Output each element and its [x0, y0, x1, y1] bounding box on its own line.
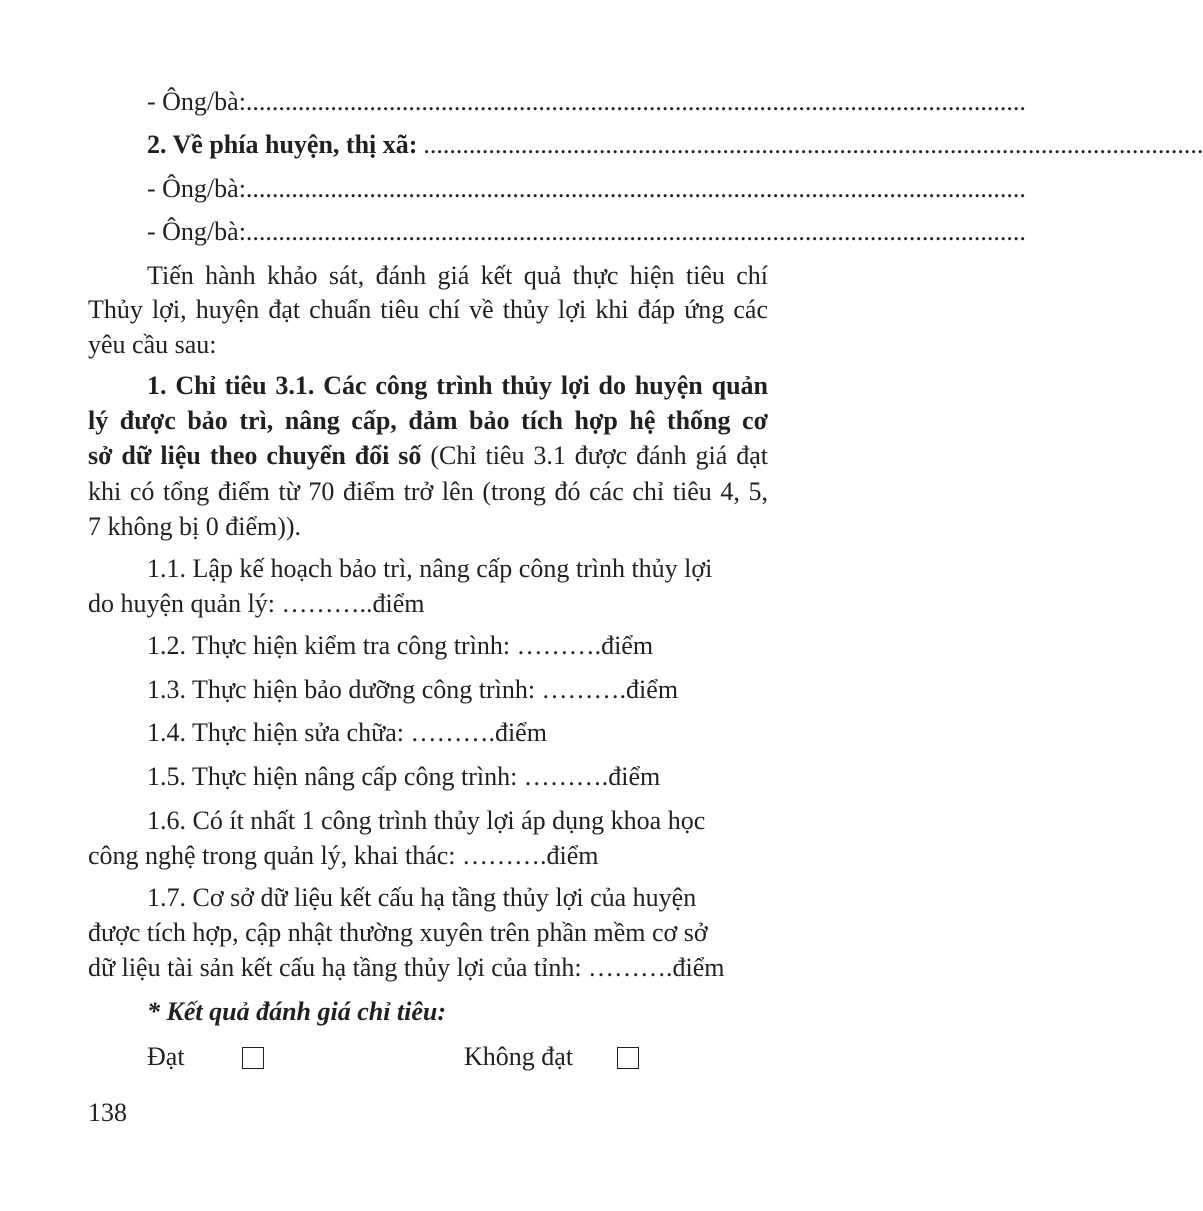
section-2-title: 2. Về phía huyện, thị xã:: [147, 130, 418, 159]
pass-label: Đạt: [147, 1042, 185, 1071]
section-2-heading: [147, 127, 1203, 163]
ongba-label: - Ông/bà:: [147, 174, 246, 203]
item-1-3: 1.3. Thực hiện bảo dưỡng công trình: ……….điểm: [147, 675, 679, 704]
intro-paragraph-line-1: Tiến hành khảo sát, đánh giá kết quả thực hiện tiêu chí: [147, 261, 768, 290]
dot-leader: ........................................................................................................................: [245, 174, 1026, 203]
item-1-6-line-1: 1.6. Có ít nhất 1 công trình thủy lợi áp dụng khoa học: [147, 806, 706, 835]
fail-option: [464, 1039, 573, 1075]
item-1-1-line-2: do huyện quản lý: ………..điểm: [88, 589, 425, 618]
ongba-line-1: [147, 84, 1026, 120]
intro-paragraph-line-2: Thủy lợi, huyện đạt chuẩn tiêu chí về thủy lợi khi đáp ứng các: [88, 295, 768, 324]
item-1-2: 1.2. Thực hiện kiểm tra công trình: ……….điểm: [147, 631, 654, 660]
pass-option: [147, 1039, 185, 1075]
item-1-7-line-2: được tích hợp, cập nhật thường xuyên trên phần mềm cơ sở: [88, 918, 708, 947]
result-heading: * Kết quả đánh giá chỉ tiêu:: [147, 997, 447, 1026]
checkbox-square-icon: [617, 1047, 639, 1069]
item-1-4: 1.4. Thực hiện sửa chữa: ……….điểm: [147, 718, 547, 747]
intro-paragraph-line-3: yêu cầu sau:: [88, 330, 217, 359]
criterion-3-1-note-line-2: 7 không bị 0 điểm)).: [88, 512, 302, 541]
item-1-1-line-1: 1.1. Lập kế hoạch bảo trì, nâng cấp công trình thủy lợi: [147, 554, 713, 583]
page-number: 138: [88, 1098, 127, 1127]
dot-leader: ........................................................................................................................: [423, 130, 1203, 159]
item-1-7-line-1: 1.7. Cơ sở dữ liệu kết cấu hạ tầng thủy lợi của huyện: [147, 883, 697, 912]
dot-leader: ........................................................................................................................: [245, 217, 1026, 246]
criterion-3-1-title-line-3: sở dữ liệu theo chuyển đổi số (Chỉ tiêu 3.1 được đánh giá đạt: [88, 441, 768, 470]
dot-leader: ........................................................................................................................: [245, 87, 1026, 116]
criterion-3-1-title-line-1: 1. Chỉ tiêu 3.1. Các công trình thủy lợi do huyện quản: [147, 371, 768, 400]
ongba-line-3: [147, 214, 1026, 250]
fail-label: Không đạt: [464, 1042, 574, 1071]
ongba-label: - Ông/bà:: [147, 87, 246, 116]
pass-checkbox[interactable]: [242, 1044, 264, 1074]
criterion-3-1-note-line-1: khi có tổng điểm từ 70 điểm trở lên (trong đó các chỉ tiêu 4, 5,: [88, 477, 768, 506]
item-1-5: 1.5. Thực hiện nâng cấp công trình: ……….điểm: [147, 762, 661, 791]
ongba-line-2: [147, 171, 1026, 207]
checkbox-square-icon: [242, 1047, 264, 1069]
criterion-3-1-title-line-2: lý được bảo trì, nâng cấp, đảm bảo tích hợp hệ thống cơ: [88, 406, 768, 435]
item-1-6-line-2: công nghệ trong quản lý, khai thác: ……….điểm: [88, 841, 599, 870]
item-1-7-line-3: dữ liệu tài sản kết cấu hạ tầng thủy lợi của tỉnh: ……….điểm: [88, 953, 725, 982]
ongba-label: - Ông/bà:: [147, 217, 246, 246]
fail-checkbox[interactable]: [617, 1044, 639, 1074]
